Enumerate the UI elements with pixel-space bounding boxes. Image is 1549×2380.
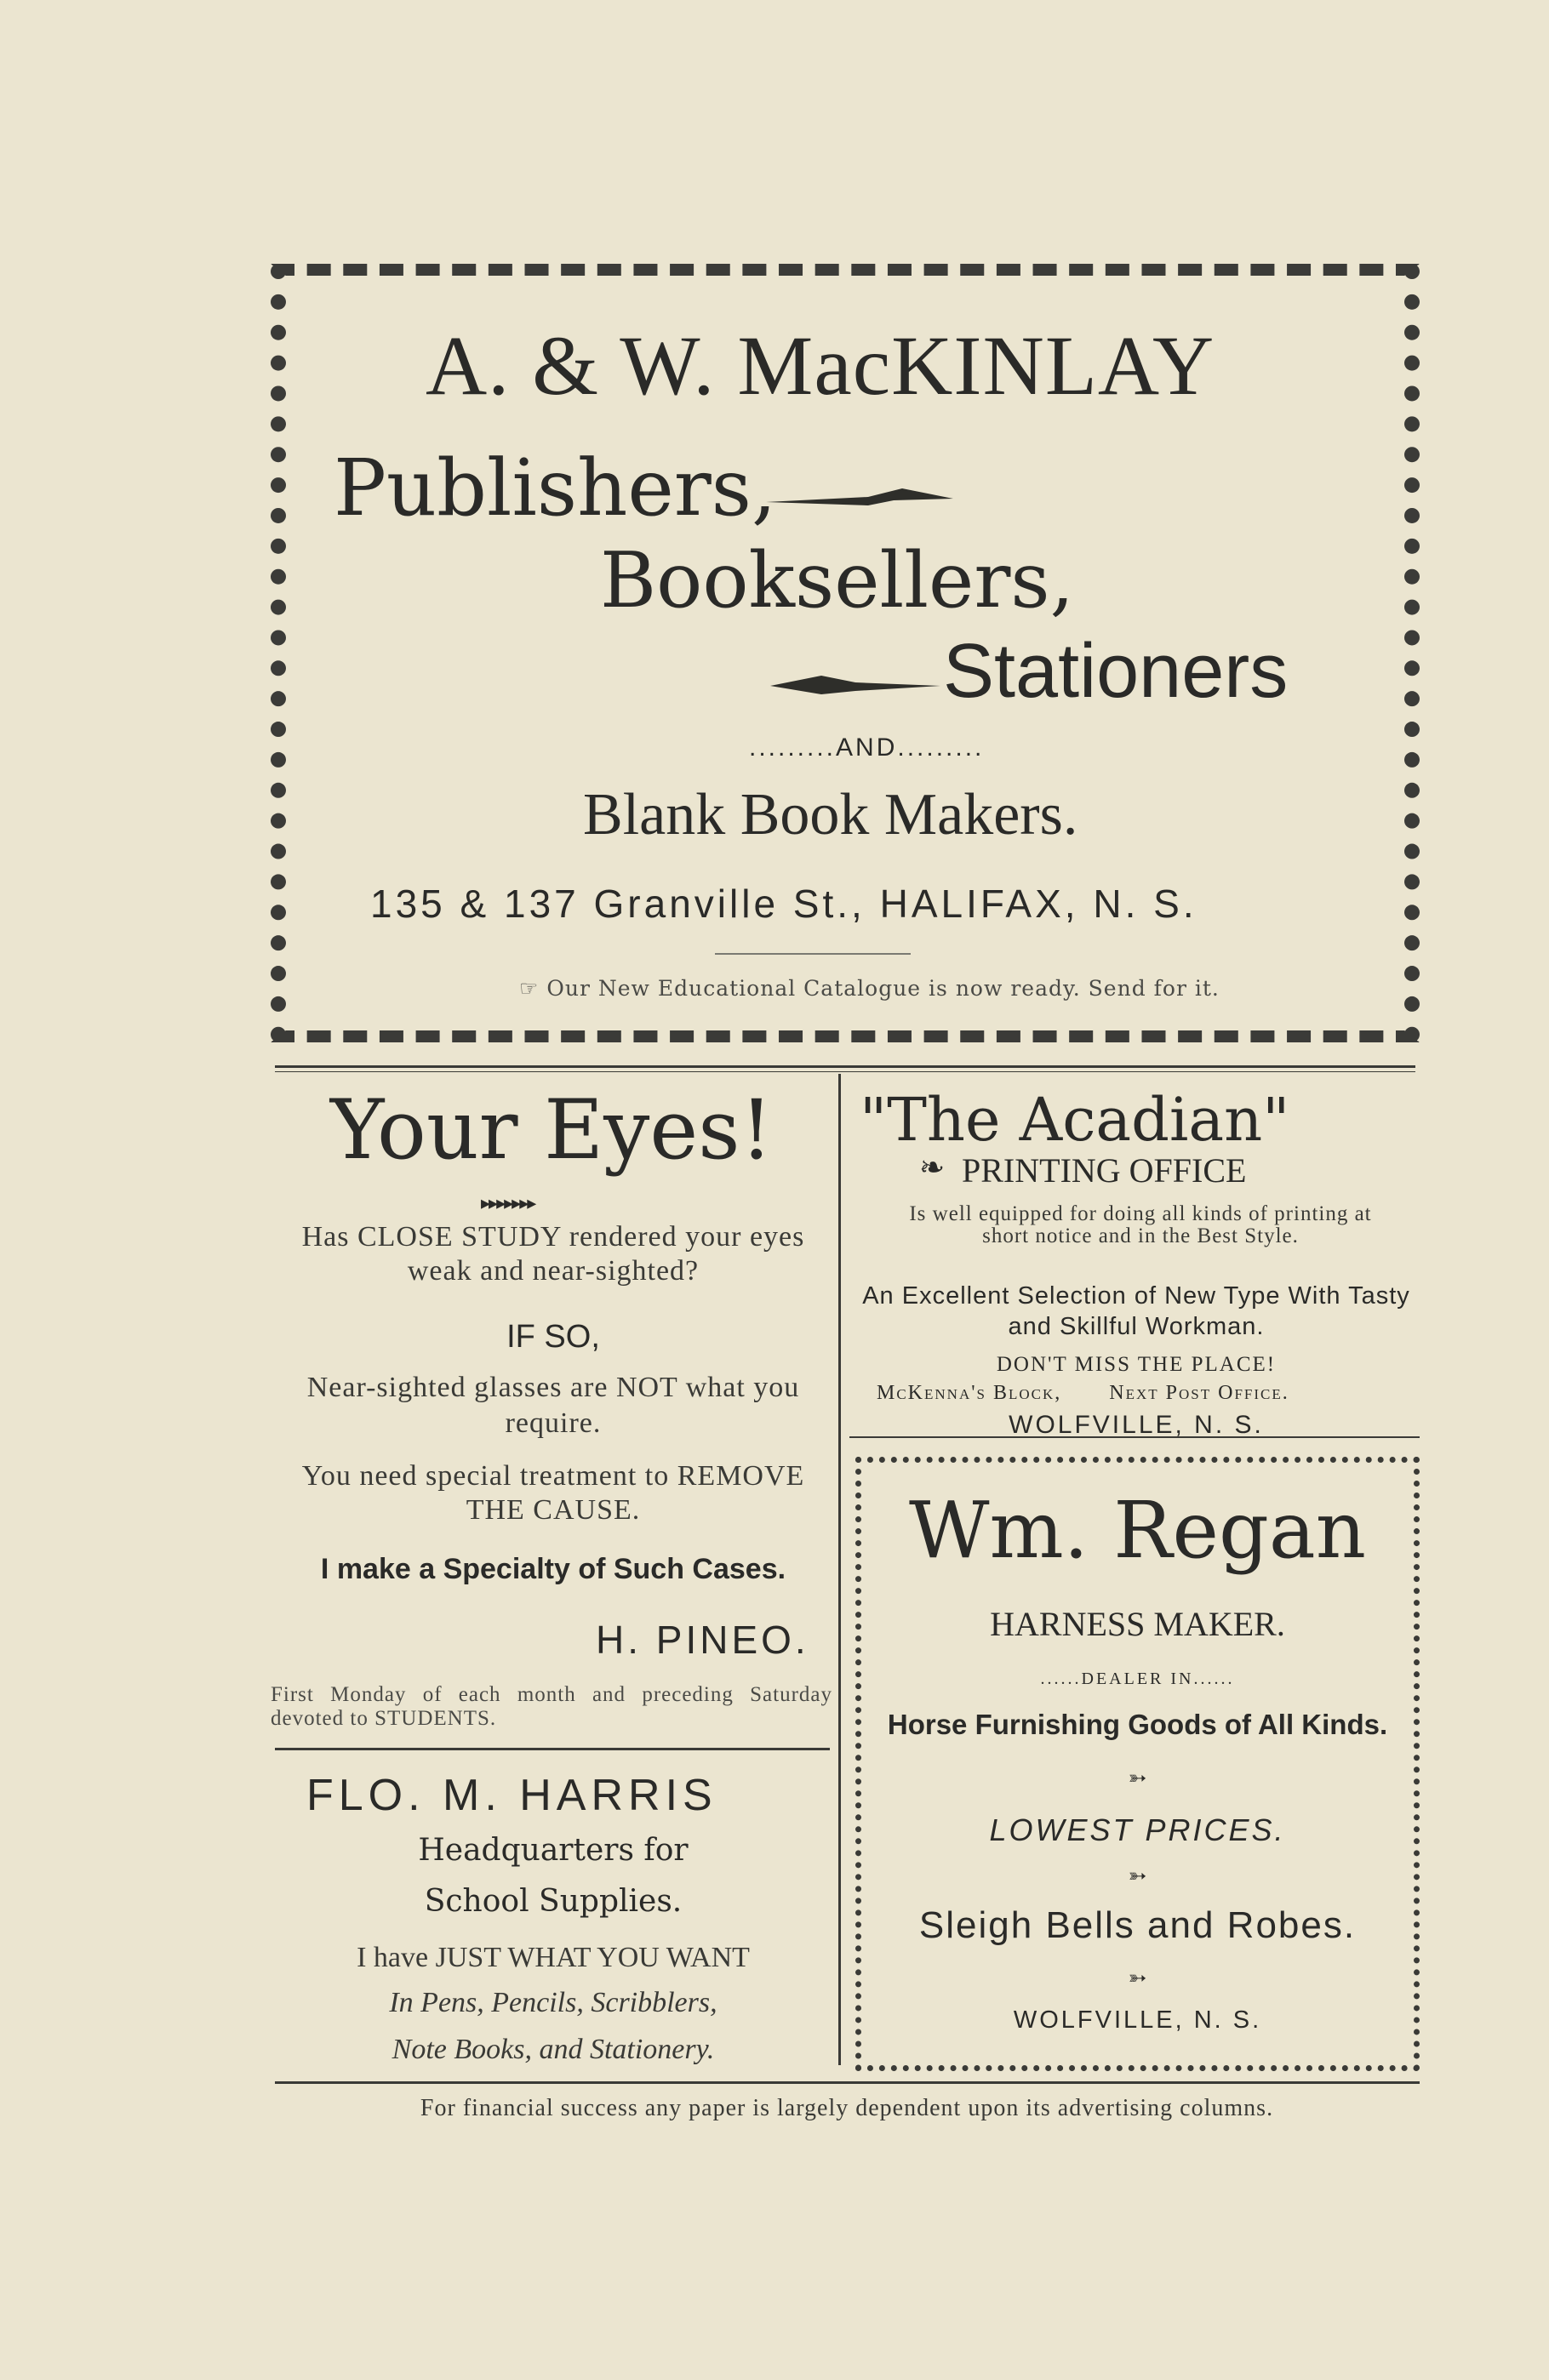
regan-ad-prices: LOWEST PRICES. [989, 1812, 1286, 1847]
stationers-line: Stationers [943, 629, 1289, 714]
acadian-ad-location: McKenna's Block, Next Post Office. [877, 1382, 1289, 1404]
eyes-ad-glasses: Near-sighted glasses are NOT what you require. [306, 1372, 800, 1439]
regan-ad-name: Wm. Regan [909, 1485, 1366, 1576]
acadian-ad-dont-miss: DON'T MISS THE PLACE! [996, 1353, 1277, 1376]
regan-ad-town: WOLFVILLE, N. S. [1013, 2006, 1262, 2034]
eyes-ad-name: H. PINEO. [596, 1618, 809, 1662]
eyes-ad-if-so: IF SO, [506, 1319, 600, 1355]
divider [275, 1748, 830, 1750]
flourish-icon [770, 672, 940, 698]
and-line: .........AND......... [749, 733, 985, 762]
eyes-ad-question: Has CLOSE STUDY rendered your eyes weak and near-sighted? [301, 1221, 805, 1287]
footer-note: For financial success any paper is largely dependent upon its advertising columns. [420, 2095, 1274, 2121]
column-divider [838, 1074, 841, 2065]
regan-ad-dealer: ......DEALER IN...... [1040, 1669, 1235, 1688]
leaf-ornament-icon: ❧ [919, 1150, 946, 1185]
divider [275, 2081, 1420, 2087]
publishers-line: Publishers, [334, 442, 777, 534]
regan-ad-trade: HARNESS MAKER. [990, 1605, 1285, 1643]
eyes-ad-treatment: You need special treatment to REMOVE THE CAUSE. [301, 1460, 805, 1526]
catalogue-note [519, 976, 1220, 1001]
divider [275, 1065, 1415, 1072]
ornament-icon: ➳ [1128, 1766, 1147, 1791]
regan-ad-sleigh: Sleigh Bells and Robes. [918, 1904, 1357, 1946]
address: 135 & 137 Granville St., HALIFAX, N. S. [370, 882, 1197, 926]
harris-ad-line2: School Supplies. [424, 1884, 683, 1919]
ornament-icon: ➳ [1128, 1966, 1147, 1991]
eyes-ad-title: Your Eyes! [330, 1082, 774, 1178]
acadian-ad-town: WOLFVILLE, N. S. [1009, 1411, 1264, 1439]
acadian-ad-type: An Excellent Selection of New Type With Tasty and Skillful Workman. [862, 1282, 1410, 1340]
harris-ad-line1: Headquarters for [418, 1833, 689, 1868]
regan-ad-goods: Horse Furnishing Goods of All Kinds. [887, 1709, 1388, 1740]
acadian-ad-title: "The Acadian" [860, 1085, 1290, 1155]
firm-name: A. & W. MacKINLAY [426, 318, 1215, 413]
eyes-ad-specialty: I make a Specialty of Such Cases. [320, 1553, 786, 1585]
acadian-ad-subtitle: PRINTING OFFICE [962, 1151, 1247, 1190]
flourish-icon [766, 485, 953, 511]
catalogue-text: Our New Educational Catalogue is now ready. Send for it. [546, 976, 1220, 1001]
ornament-icon: ▸▸▸▸▸▸▸ [481, 1193, 535, 1214]
harris-ad-line3: I have JUST WHAT YOU WANT [357, 1942, 750, 1973]
eyes-ad-note: First Monday of each month and preceding Saturday devoted to STUDENTS. [271, 1683, 832, 1730]
harris-ad-name: FLO. M. HARRIS [306, 1771, 717, 1820]
pointing-hand-icon: ☞ [519, 976, 547, 1001]
ornament-icon: ➳ [1128, 1863, 1147, 1889]
and-word: AND [836, 733, 898, 762]
blank-book-line: Blank Book Makers. [583, 782, 1078, 848]
harris-ad-line4: In Pens, Pencils, Scribblers, [389, 1987, 717, 2018]
divider [715, 953, 911, 955]
harris-ad-line5: Note Books, and Stationery. [392, 2034, 715, 2065]
acadian-ad-description: Is well equipped for doing all kinds of printing at short notice and in the Best Style. [909, 1202, 1372, 1247]
booksellers-line: Booksellers, [600, 536, 1075, 625]
